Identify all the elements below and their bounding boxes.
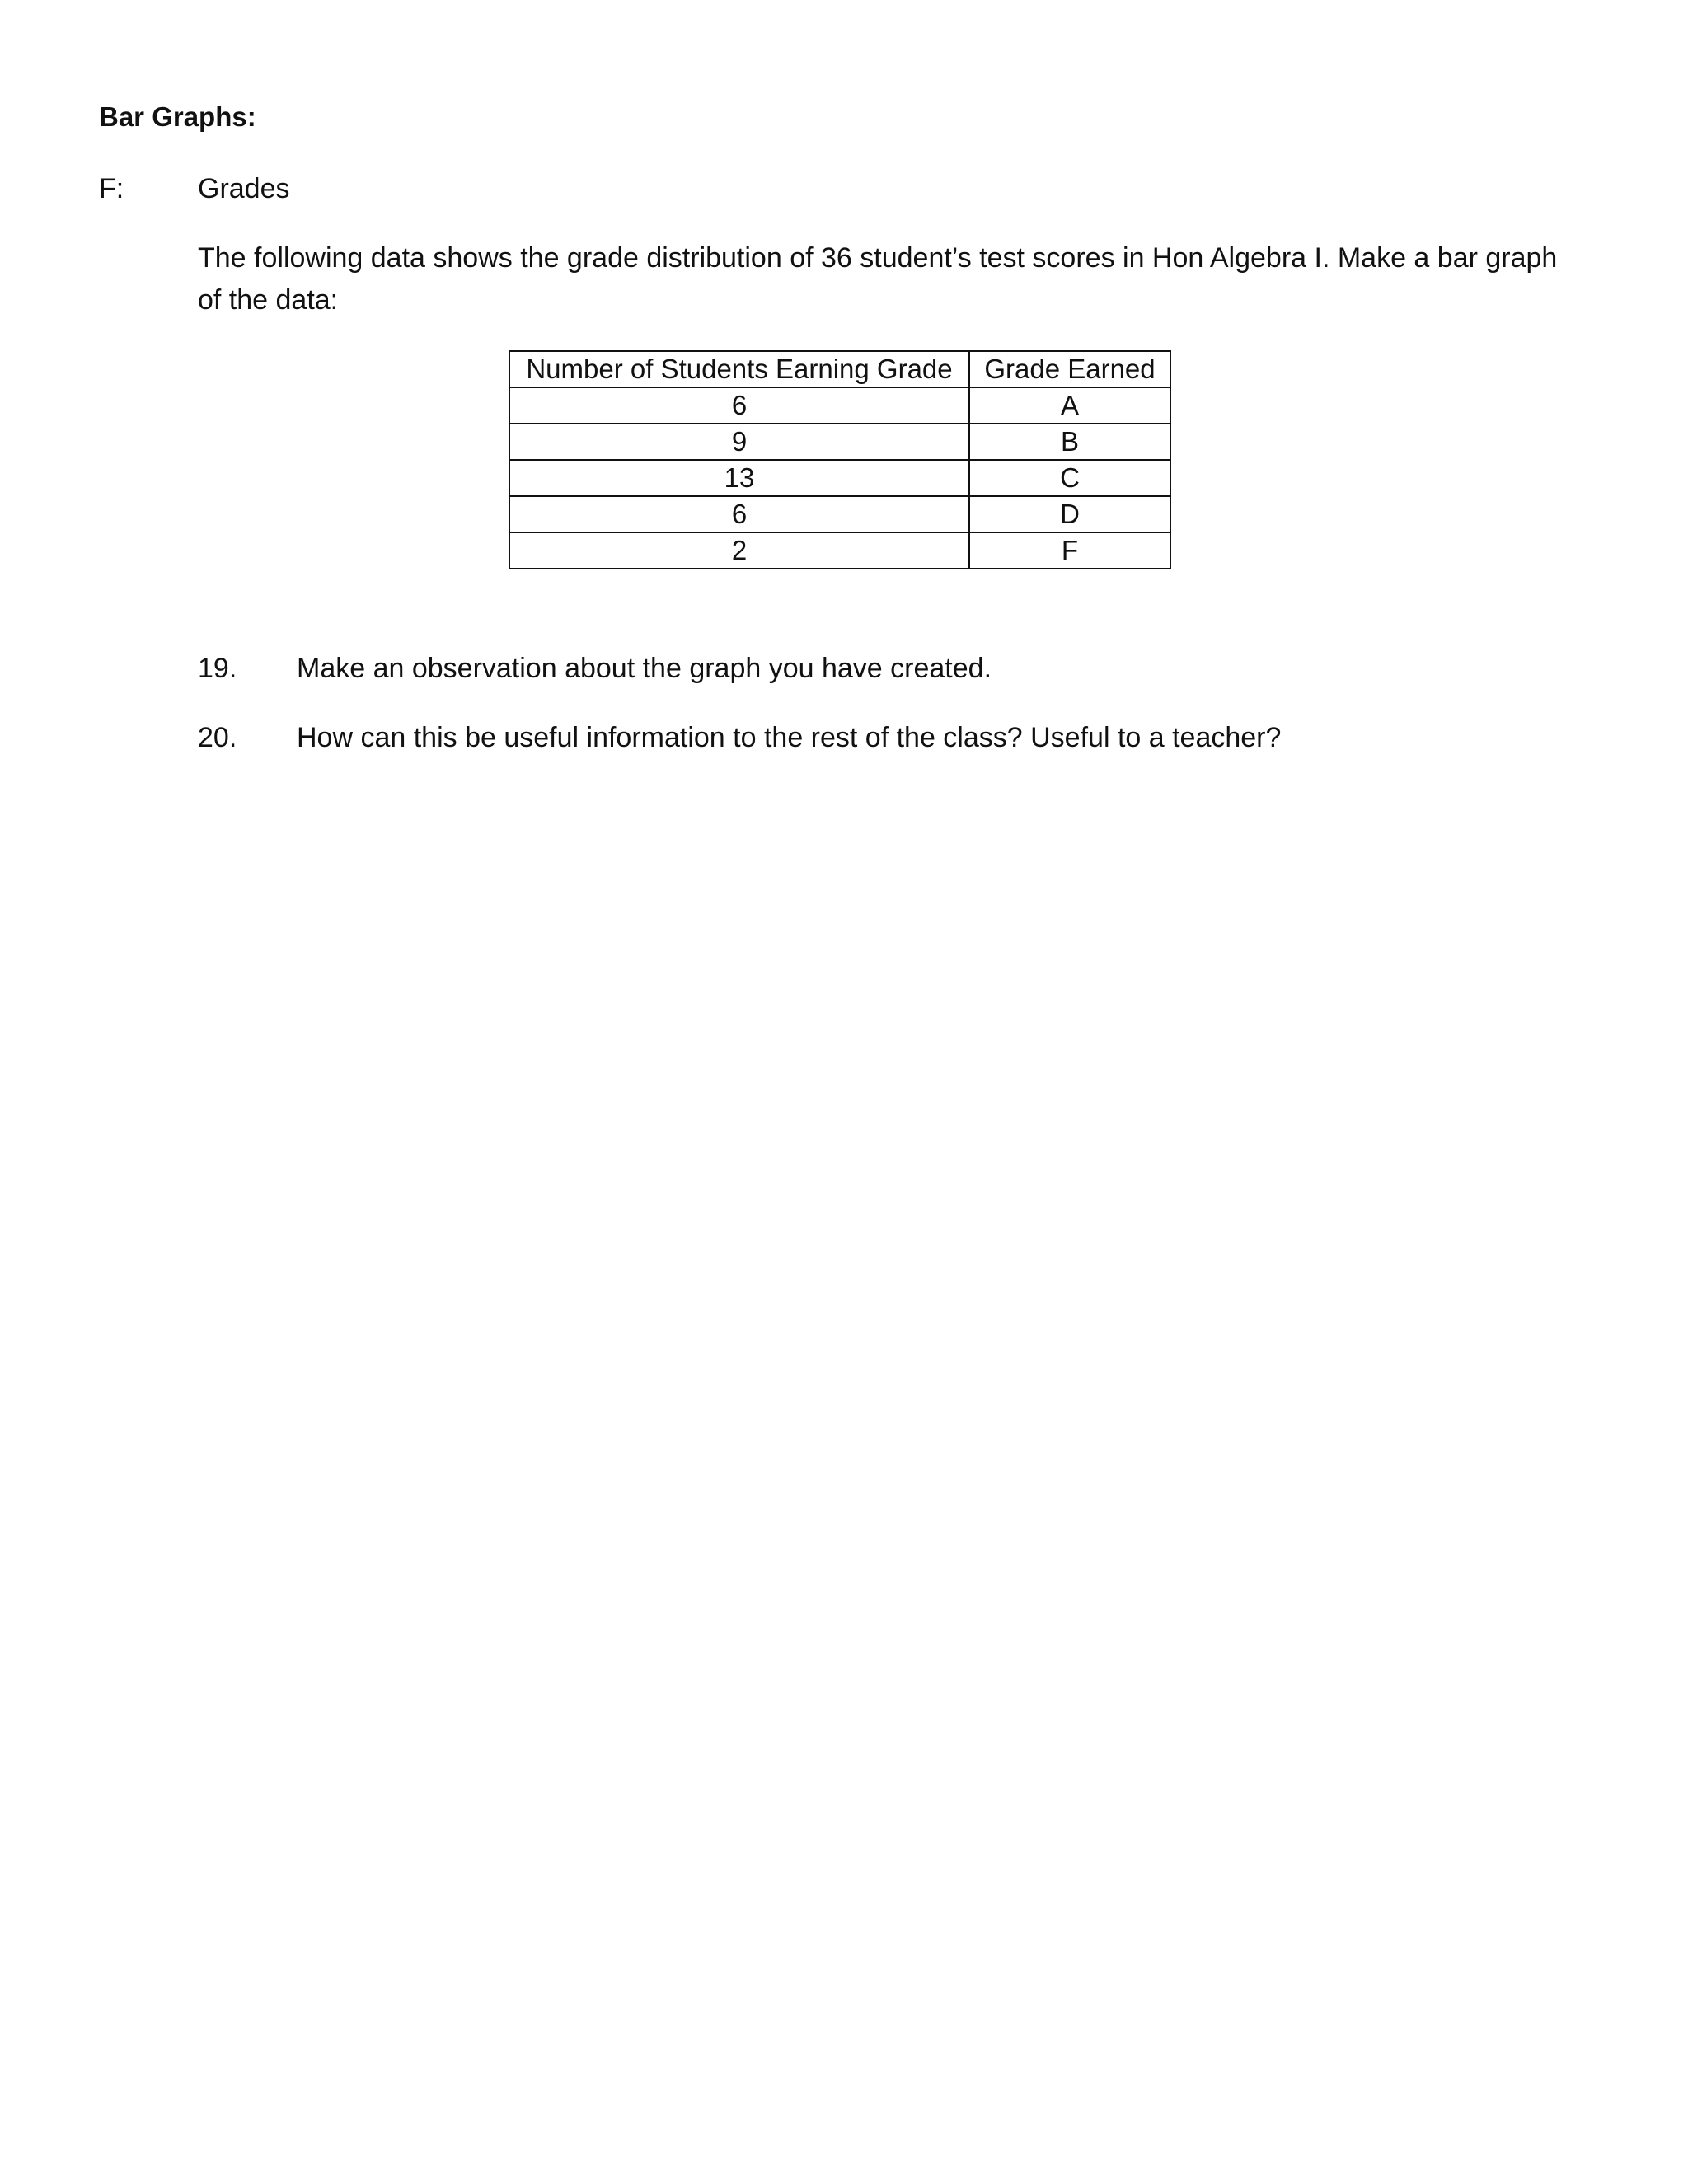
question-number: 20.: [198, 722, 237, 753]
grade-cell: C: [969, 460, 1170, 496]
header-grade-earned: Grade Earned: [969, 351, 1170, 387]
table-row: [509, 532, 1170, 569]
page-heading: Bar Graphs:: [99, 101, 256, 132]
student-count-cell: 6: [509, 387, 969, 424]
intro-paragraph: The following data shows the grade distribution of 36 student’s test scores in Hon Algebra I. Make a bar graph of the data:: [198, 242, 1558, 316]
grade-cell: B: [969, 424, 1170, 460]
student-count-cell: 2: [509, 532, 969, 569]
question-20: [198, 720, 1281, 755]
table-row: [509, 424, 1170, 460]
table-row: [509, 387, 1170, 424]
section-label: F:: [99, 173, 124, 204]
student-count-cell: 13: [509, 460, 969, 496]
section-title: Grades: [198, 173, 290, 204]
table-header-row: [509, 351, 1170, 387]
grade-distribution-table: [509, 350, 1171, 569]
student-count-cell: 6: [509, 496, 969, 532]
question-19: [198, 651, 992, 686]
question-text: How can this be useful information to the rest of the class? Useful to a teacher?: [297, 722, 1282, 753]
table-row: [509, 460, 1170, 496]
student-count-cell: 9: [509, 424, 969, 460]
grade-cell: F: [969, 532, 1170, 569]
question-text: Make an observation about the graph you have created.: [297, 653, 992, 684]
grade-cell: D: [969, 496, 1170, 532]
question-number: 19.: [198, 653, 237, 684]
table-row: [509, 496, 1170, 532]
header-number-of-students: Number of Students Earning Grade: [509, 351, 969, 387]
grade-cell: A: [969, 387, 1170, 424]
